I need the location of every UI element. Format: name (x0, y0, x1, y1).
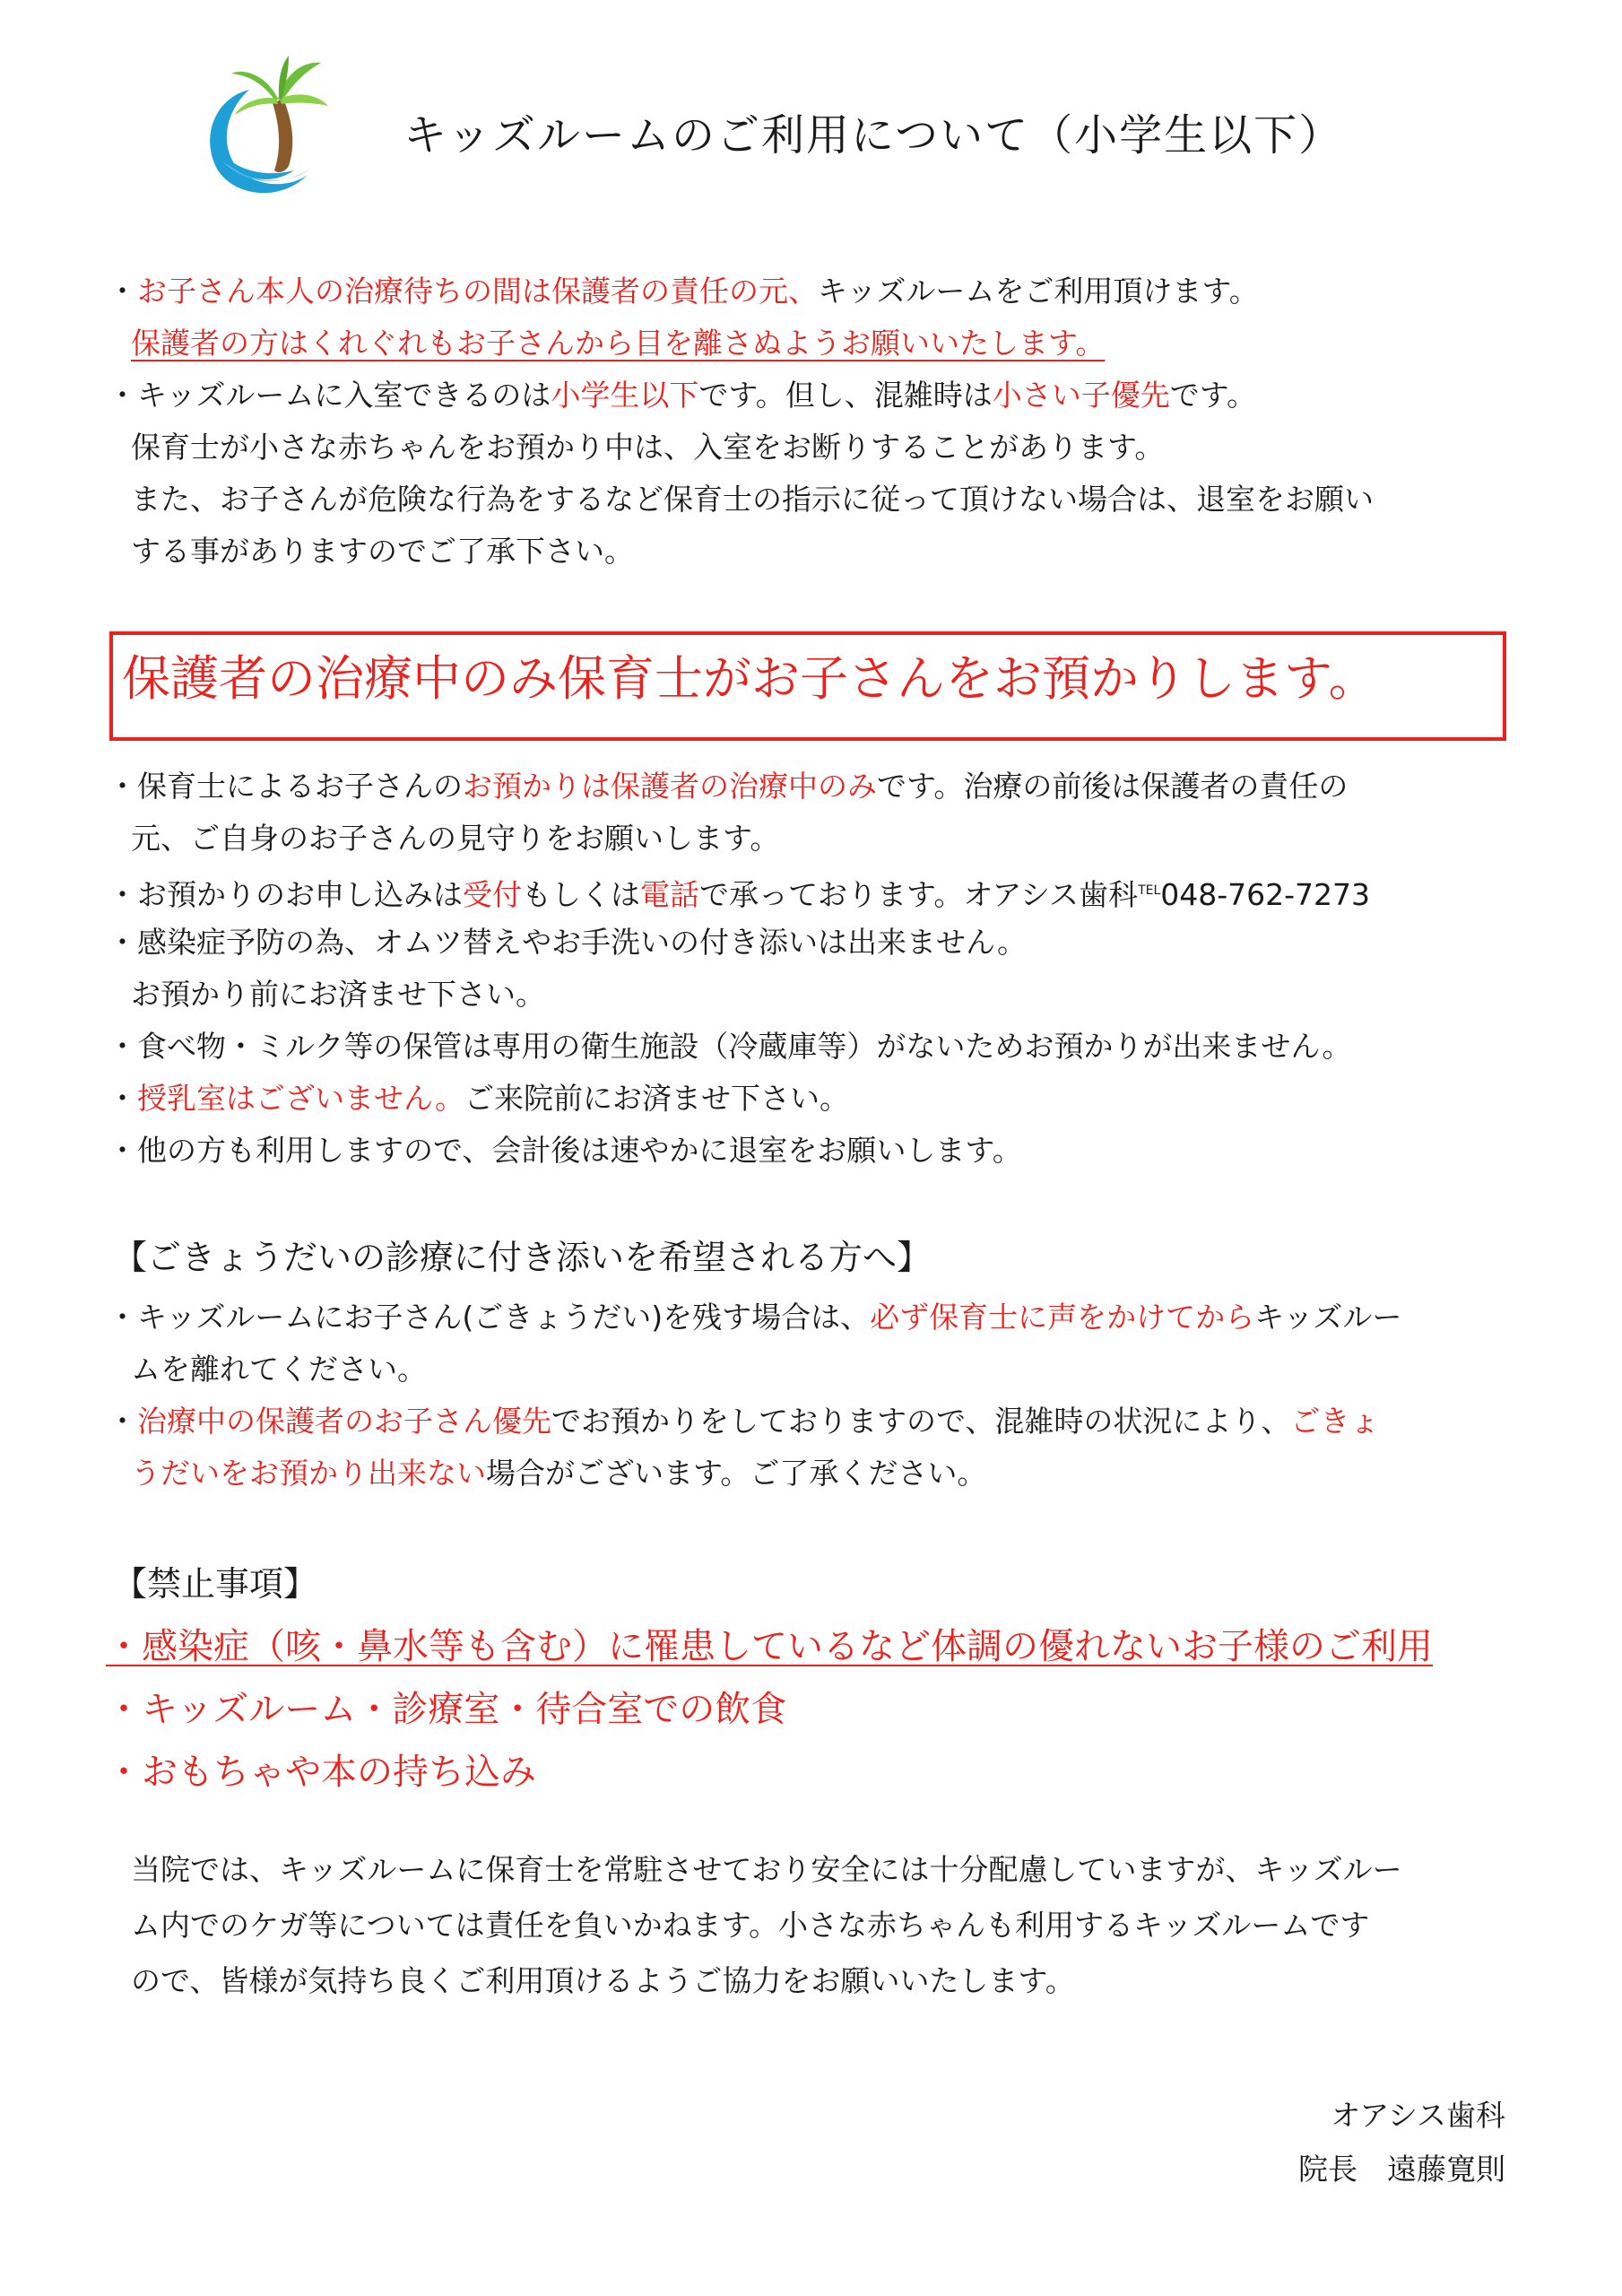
rule-text: ・お預かりのお申し込みは (108, 877, 463, 912)
closing-line-1: 当院では、キッズルームに保育士を常駐させており安全には十分配慮していますが、キッズルー (131, 1852, 1402, 1887)
care-line-6: ・食べ物・ミルク等の保管は専用の衛生施設（冷蔵庫等）がないためお預かりが出来ません。 (108, 1029, 1352, 1064)
rule-highlight: ごきょ (1290, 1404, 1380, 1439)
prohibited-heading: 【禁止事項】 (113, 1564, 318, 1604)
closing-line-3: ので、皆様が気持ち良くご利用頂けるようご協力をお願いいたします。 (131, 1963, 1075, 1998)
prohibited-item: ・キッズルーム・診療室・待合室での飲食 (106, 1689, 787, 1730)
palm-wave-logo-icon (195, 54, 330, 202)
clinic-logo (195, 54, 330, 202)
rule-text: です。但し、混雑時は (698, 378, 993, 413)
siblings-line-4 (131, 1448, 986, 1500)
rule-text: キッズルー (1254, 1300, 1402, 1335)
rule-text: でお預かりをしておりますので、混雑時の状況により、 (551, 1404, 1291, 1439)
rule-text: ・キッズルームに入室できるのは (108, 378, 551, 413)
siblings-line-3 (108, 1396, 1379, 1448)
rule-text: もしくは (522, 877, 640, 912)
care-line-2: 元、ご自身のお子さんの見守りをお願いします。 (131, 821, 780, 856)
rule-warning-underlined: 保護者の方はくれぐれもお子さんから目を離さぬようお願いいたします。 (131, 326, 1106, 361)
care-line-8: ・他の方も利用しますので、会計後は速やかに退室をお願いします。 (108, 1133, 1022, 1168)
rule-text: ・保育士によるお子さんの (108, 769, 463, 804)
rule-highlight: うだいをお預かり出来ない (131, 1456, 486, 1491)
rule-line-4: 保育士が小さな赤ちゃんをお預かり中は、入室をお断りすることがあります。 (131, 430, 1165, 465)
rule-line-1 (108, 265, 1259, 317)
rule-highlight: 受付 (463, 877, 522, 912)
rule-highlight: 治療中の保護者のお子さん優先 (137, 1404, 551, 1439)
care-line-1 (108, 761, 1348, 813)
bullet: ・ (108, 274, 137, 309)
rule-highlight: 小学生以下 (551, 378, 699, 413)
signature-director: 院長 遠藤寛則 (1298, 2152, 1505, 2187)
care-line-5: お預かり前にお済ませ下さい。 (131, 977, 545, 1012)
rule-line-3 (108, 370, 1256, 422)
siblings-heading: 【ごきょうだいの診療に付き添いを希望される方へ】 (113, 1238, 932, 1277)
care-line-3 (108, 865, 1370, 921)
page-title: キッズルームのご利用について（小学生以下） (403, 110, 1344, 161)
rule-text: ご来院前にお済ませ下さい。 (464, 1081, 849, 1116)
rule-line-6: する事がありますのでご了承下さい。 (131, 534, 634, 569)
rule-highlight: お子さん本人の治療待ちの間は保護者の責任の元、 (137, 274, 818, 309)
prohibited-item: ・感染症（咳・鼻水等も含む）に罹患しているなど体調の優れないお子様のご利用 (106, 1626, 1433, 1667)
notice-text: 保護者の治療中のみ保育士がお子さんをお預かりします。 (122, 650, 1377, 707)
care-line-7 (108, 1073, 849, 1125)
prohibited-item: ・おもちゃや本の持ち込み (106, 1752, 536, 1793)
phone-number: 048-762-7273 (1160, 877, 1371, 912)
rule-text: ・キッズルームにお子さん(ごきょうだい)を残す場合は、 (108, 1300, 871, 1335)
rule-highlight: お預かりは保護者の治療中のみ (463, 769, 877, 804)
rule-text: です。 (1169, 378, 1257, 413)
bullet: ・ (108, 1404, 137, 1439)
rule-highlight: 授乳室はございません。 (137, 1081, 464, 1116)
rule-highlight: 必ず保育士に声をかけてから (870, 1300, 1255, 1335)
bullet: ・ (108, 1081, 137, 1116)
siblings-line-1 (108, 1292, 1401, 1344)
tel-label: TEL (1138, 883, 1161, 898)
rule-text: 場合がございます。ご了承ください。 (486, 1456, 987, 1491)
rule-highlight: 電話 (640, 877, 699, 912)
rule-highlight: 小さい子優先 (992, 378, 1170, 413)
closing-line-2: ム内でのケガ等については責任を負いかねます。小さな赤ちゃんも利用するキッズルームです (131, 1908, 1370, 1943)
rule-text: で承っております。オアシス歯科 (699, 877, 1139, 912)
rule-text: です。治療の前後は保護者の責任の (877, 769, 1349, 804)
rule-line-5: また、お子さんが危険な行為をするなど保育士の指示に従って頂けない場合は、退室をお願い (131, 482, 1374, 517)
signature-clinic: オアシス歯科 (1331, 2098, 1505, 2133)
rule-text: キッズルームをご利用頂けます。 (818, 274, 1259, 309)
care-line-4: ・感染症予防の為、オムツ替えやお手洗いの付き添いは出来ません。 (108, 925, 1027, 960)
siblings-line-2: ムを離れてください。 (131, 1352, 427, 1387)
